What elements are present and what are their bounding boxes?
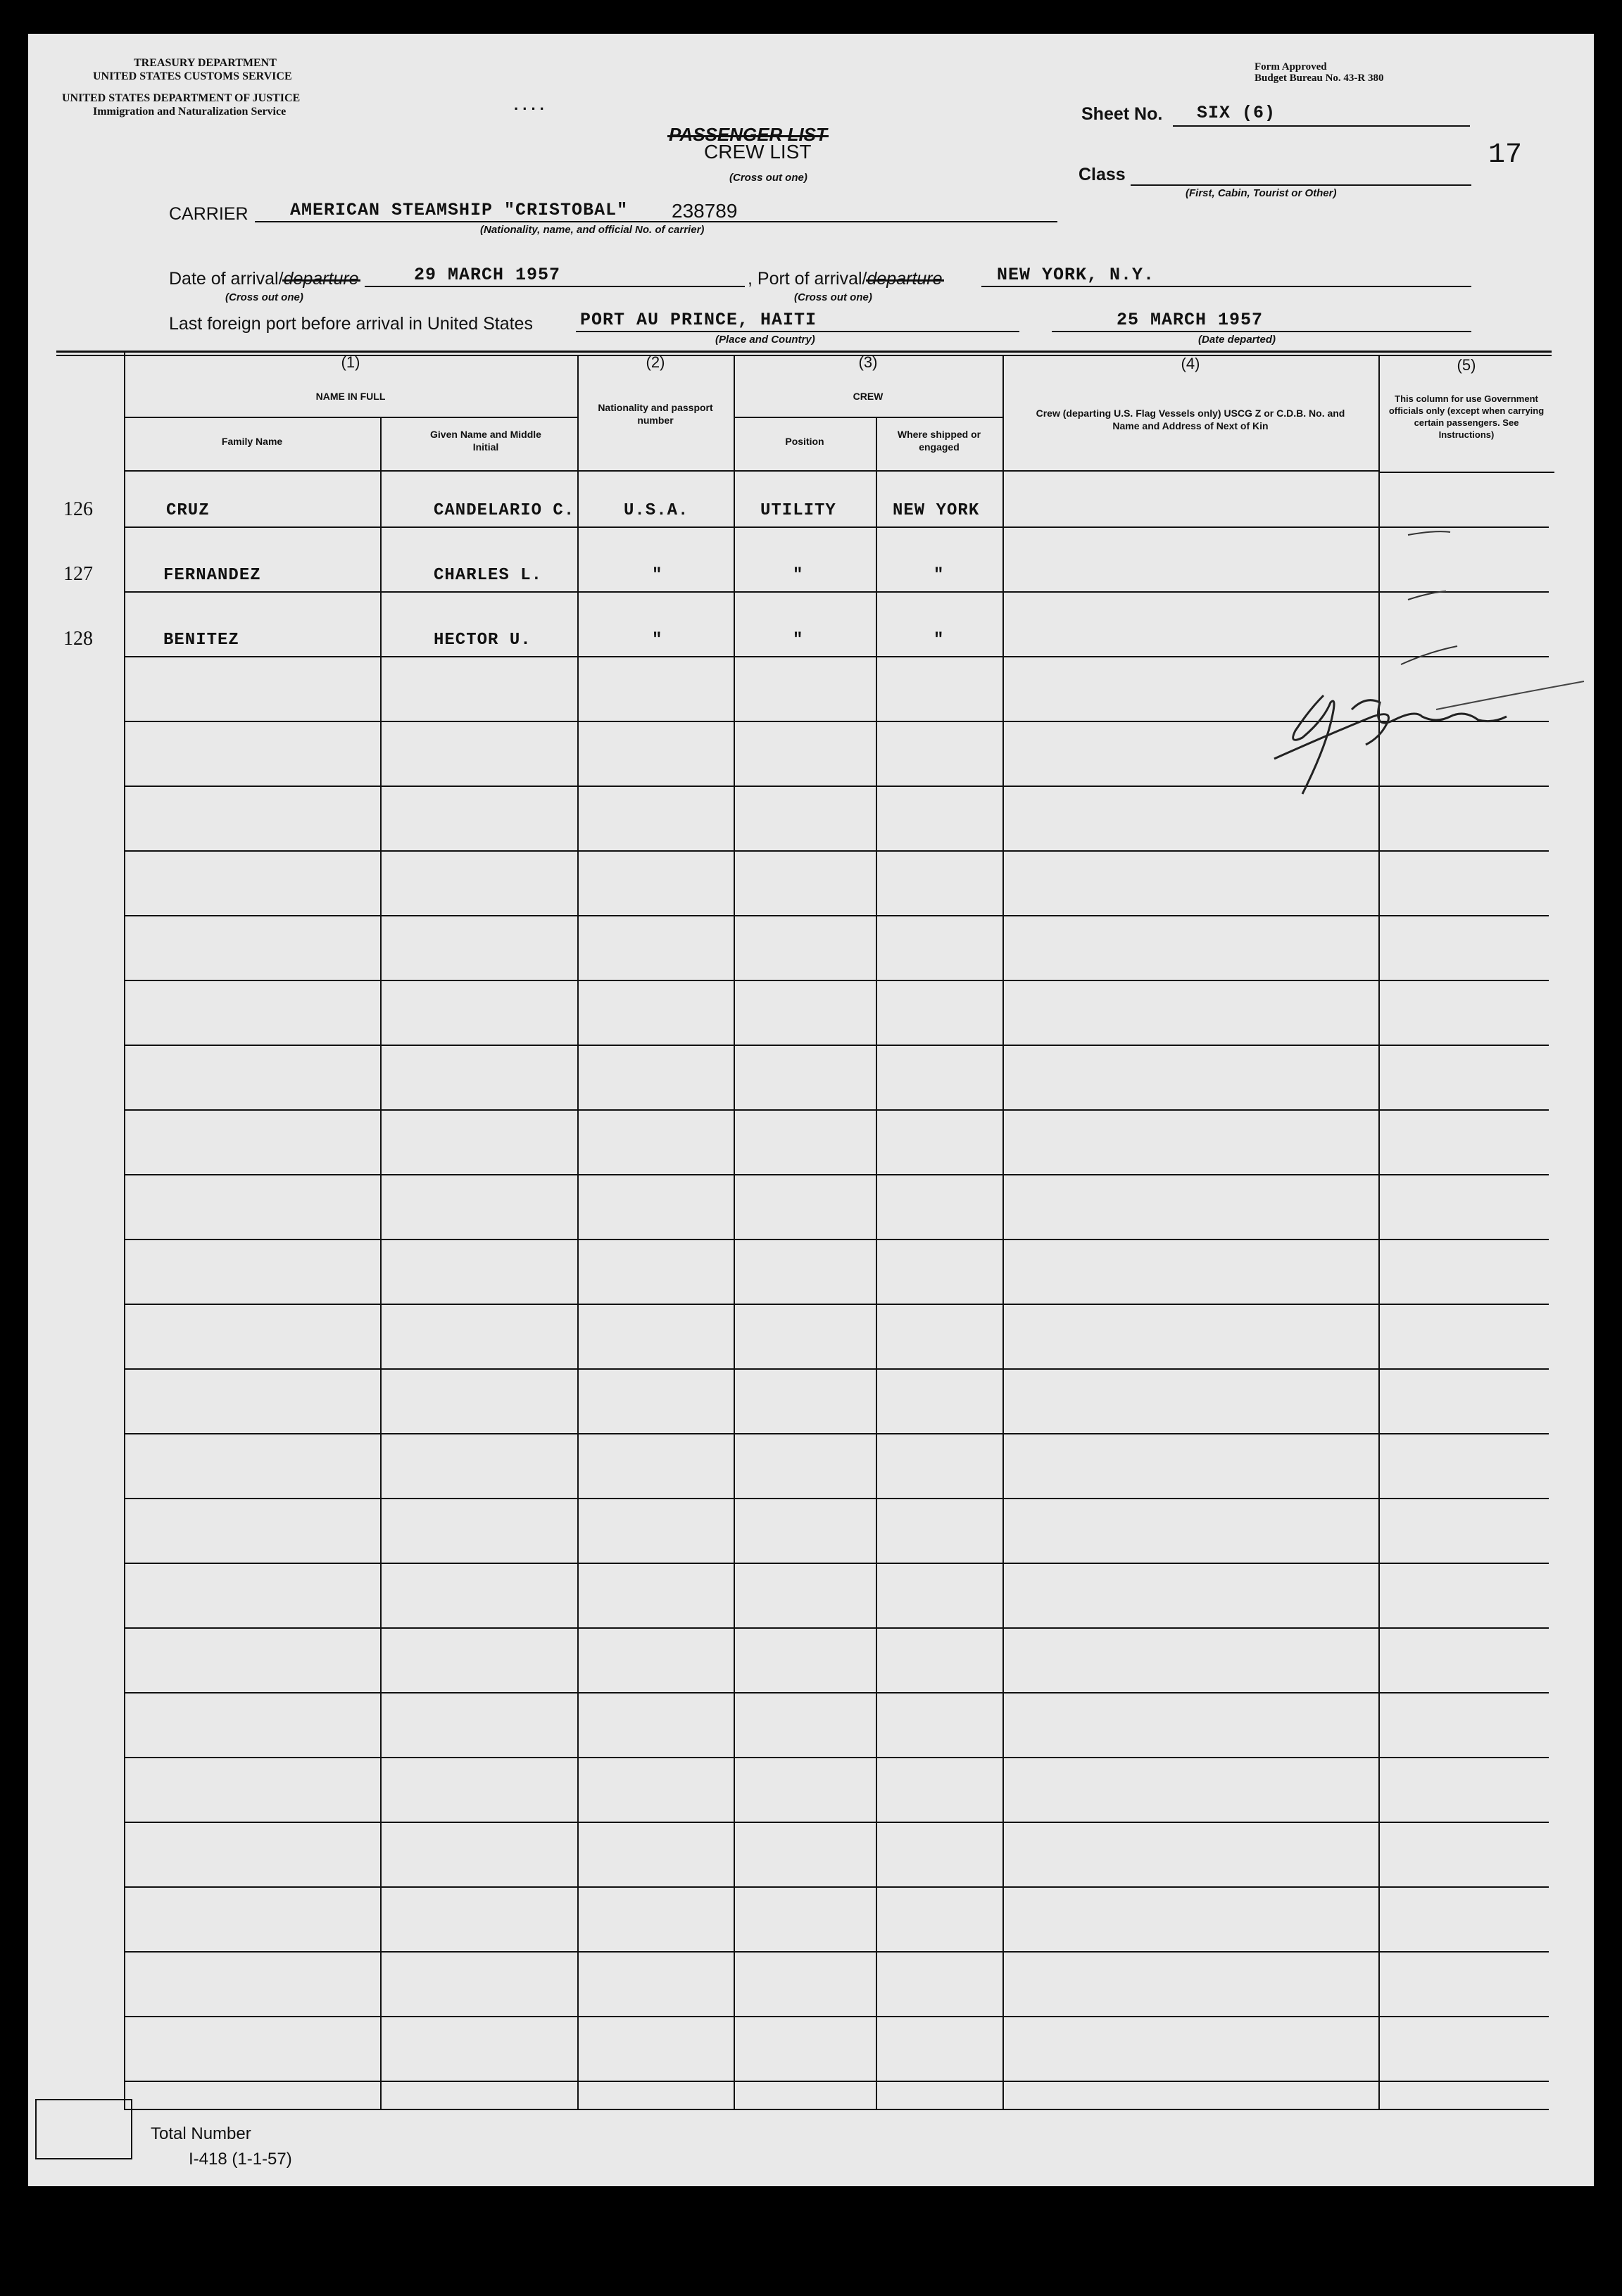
carrier-label: CARRIER — [169, 204, 249, 224]
form-id: I-418 (1-1-57) — [189, 2150, 292, 2169]
nationality: " — [652, 631, 663, 650]
given-name: CHARLES L. — [434, 566, 543, 585]
row-line — [124, 1045, 1549, 1046]
dots-mark: . . . . — [514, 96, 544, 113]
row-line — [124, 850, 1549, 852]
row-line — [124, 1109, 1549, 1111]
col-where-shipped: Where shipped or engaged — [897, 429, 981, 453]
class-label: Class — [1079, 165, 1126, 184]
ins-service: Immigration and Naturalization Service — [93, 106, 287, 118]
col-family-name: Family Name — [221, 436, 283, 447]
row-line — [124, 1368, 1549, 1370]
nationality: U.S.A. — [624, 501, 689, 520]
port-arrival-value: NEW YORK, N.Y. — [997, 265, 1155, 285]
row-line — [124, 1692, 1549, 1693]
row-line — [124, 1627, 1549, 1629]
row-line — [124, 2081, 1549, 2082]
justice-dept: UNITED STATES DEPARTMENT OF JUSTICE — [62, 92, 301, 104]
foreign-port-label: Last foreign port before arrival in United States — [169, 314, 533, 334]
row-line — [124, 1433, 1549, 1434]
row-number: 128 — [63, 628, 93, 650]
row-line — [124, 591, 1549, 593]
official-check-marks — [1380, 491, 1556, 674]
col4-title: Crew (departing U.S. Flag Vessels only) USCG Z or C.D.B. No. and Name and Address of Next of Kin — [1036, 408, 1345, 431]
budget-bureau: Budget Bureau No. 43-R 380 — [1255, 72, 1384, 84]
nationality: " — [652, 566, 663, 585]
row-line — [124, 1304, 1549, 1305]
passenger-list-struck: PASSENGER LIST — [669, 124, 827, 145]
col4-number: (4) — [1181, 355, 1200, 372]
signature — [1225, 653, 1591, 808]
date-departed-value: 25 MARCH 1957 — [1117, 310, 1264, 330]
class-caption: (First, Cabin, Tourist or Other) — [1186, 187, 1337, 199]
total-number-label: Total Number — [151, 2124, 251, 2143]
row-line — [124, 915, 1549, 916]
carrier-caption: (Nationality, name, and official No. of carrier) — [480, 224, 705, 236]
row-line — [124, 1174, 1549, 1175]
date-departed-caption: (Date departed) — [1198, 334, 1276, 346]
col1-title: NAME IN FULL — [315, 391, 386, 402]
row-number: 127 — [63, 563, 93, 585]
row-line — [124, 1886, 1549, 1888]
port-caption: (Cross out one) — [794, 291, 872, 303]
col2-title: Nationality and passport number — [598, 402, 713, 426]
port-arrival-label: , Port of arrival/departure — [748, 269, 943, 289]
position: UTILITY — [760, 501, 836, 520]
crew-list-title: CREW LIST — [704, 141, 812, 163]
row-line — [124, 526, 1549, 528]
family-name: BENITEZ — [163, 631, 239, 650]
foreign-port-value: PORT AU PRINCE, HAITI — [580, 310, 817, 330]
date-caption: (Cross out one) — [225, 291, 303, 303]
row-line — [124, 2016, 1549, 2017]
form-approved: Form Approved — [1255, 61, 1327, 72]
where-shipped: NEW YORK — [893, 501, 980, 520]
where-shipped: " — [933, 631, 945, 650]
customs-service: UNITED STATES CUSTOMS SERVICE — [93, 70, 292, 82]
place-caption: (Place and Country) — [715, 334, 815, 346]
row-line — [124, 1563, 1549, 1564]
row-line — [124, 1757, 1549, 1758]
col-given-name: Given Name and Middle Initial — [430, 429, 541, 453]
crew-list-form — [28, 34, 1594, 2186]
treasury-dept: TREASURY DEPARTMENT — [134, 57, 277, 69]
col3-number: (3) — [858, 353, 878, 371]
given-name: HECTOR U. — [434, 631, 532, 650]
family-name: FERNANDEZ — [163, 566, 261, 585]
col1-number: (1) — [341, 353, 360, 371]
col-position: Position — [785, 436, 824, 447]
row-line — [124, 1951, 1549, 1953]
col3-title: CREW — [853, 391, 884, 402]
position: " — [793, 631, 804, 650]
col2-number: (2) — [646, 353, 665, 371]
page-number: 17 — [1488, 139, 1523, 171]
position: " — [793, 566, 804, 585]
where-shipped: " — [933, 566, 945, 585]
row-number: 126 — [63, 498, 93, 520]
date-arrival-value: 29 MARCH 1957 — [414, 265, 561, 285]
row-line — [124, 1822, 1549, 1823]
carrier-official-no: 238789 — [672, 200, 738, 222]
family-name: CRUZ — [166, 501, 210, 520]
sheet-value: SIX (6) — [1197, 103, 1276, 123]
row-line — [124, 1239, 1549, 1240]
total-number-box — [35, 2099, 132, 2159]
row-line — [124, 1498, 1549, 1499]
col5-number: (5) — [1457, 356, 1476, 374]
row-line — [124, 980, 1549, 981]
date-arrival-label: Date of arrival/departure — [169, 269, 359, 289]
sheet-label: Sheet No. — [1081, 104, 1163, 124]
cross-out-caption: (Cross out one) — [729, 172, 807, 184]
col5-title: This column for use Government officials only (except when carrying certain passengers. See Instructions) — [1388, 393, 1545, 440]
given-name: CANDELARIO C. — [434, 501, 575, 520]
carrier-value: AMERICAN STEAMSHIP "CRISTOBAL" — [290, 200, 629, 220]
